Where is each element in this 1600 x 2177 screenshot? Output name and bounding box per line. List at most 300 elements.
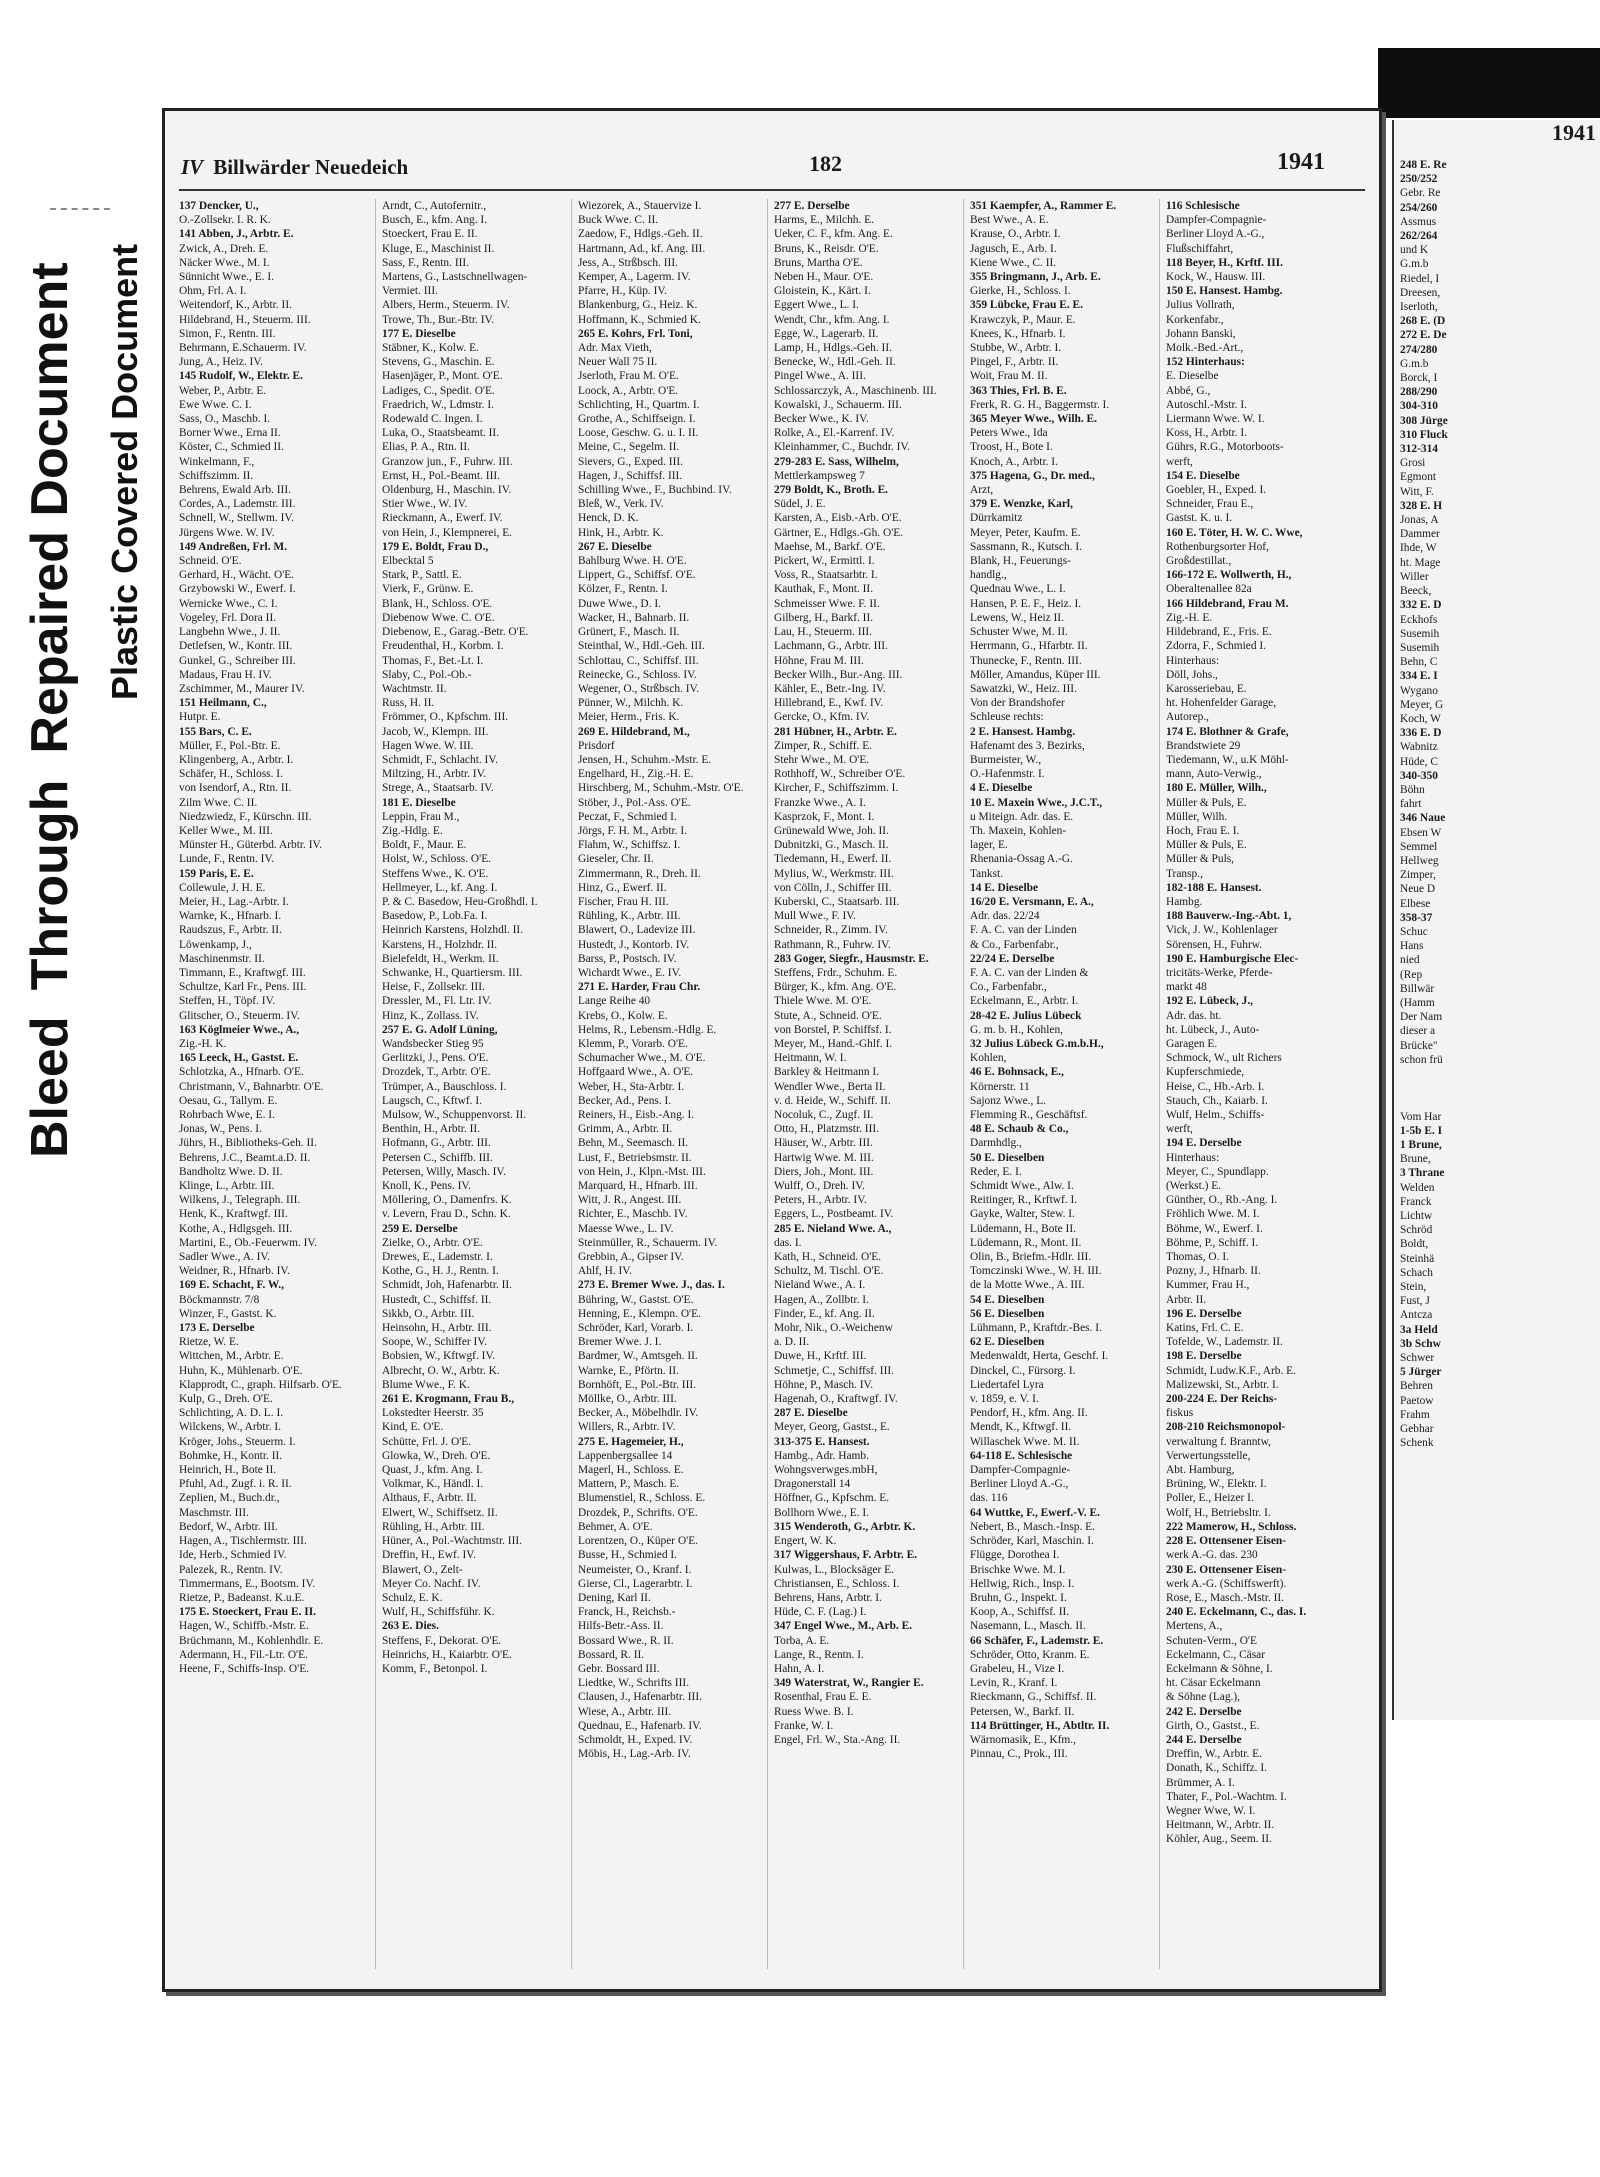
directory-entry: Becker Wilh., Bur.-Ang. III. (774, 668, 903, 681)
neighbor-entry: dieser a (1400, 1025, 1436, 1038)
section-roman: IV (181, 155, 204, 179)
directory-entry: 174 E. Blothner & Grafe, (1166, 725, 1289, 738)
directory-entry: Zaedow, F., Hdlgs.-Geh. II. (578, 228, 703, 241)
directory-entry: Wendt, Chr., kfm. Ang. I. (774, 313, 890, 326)
neighbor-entry: ht. Mage (1400, 556, 1441, 569)
directory-entry: Reitinger, R., Krftwf. I. (970, 1194, 1078, 1207)
directory-entry: Behrmann, E.Schauerm. IV. (179, 342, 307, 355)
directory-entry: Rühling, H., Arbtr. III. (382, 1520, 485, 1533)
directory-entry: Adr. das. 22/24 (970, 910, 1040, 923)
neighbor-entry: 304-310 (1400, 400, 1438, 413)
neighbor-entry: nied (1400, 954, 1420, 967)
directory-entry: Pfarre, H., Küp. IV. (578, 285, 667, 298)
neighbor-entry (1400, 1067, 1600, 1081)
directory-entry: Freudenthal, H., Korbm. I. (382, 640, 504, 653)
directory-entry: 283 Goger, Siegfr., Hausmstr. E. (774, 952, 929, 965)
directory-entry: Darmhdlg., (970, 1137, 1022, 1150)
directory-entry: Lühmann, P., Kraftdr.-Bes. I. (970, 1322, 1102, 1335)
directory-entry: Maschinenmstr. II. (179, 952, 265, 965)
directory-entry: Diebenow Wwe. C. O'E. (382, 611, 495, 624)
directory-entry: Schröder, Karl, Vorarb. I. (578, 1322, 694, 1335)
directory-entry: Petersen, W., Barkf. II. (970, 1705, 1075, 1718)
directory-entry: Jess, A., Strßbsch. III. (578, 256, 678, 269)
neighbor-entry: Schuc (1400, 925, 1428, 938)
directory-entry: Hink, H., Arbtr. K. (578, 526, 664, 539)
section-title (181, 155, 408, 180)
neighbor-entry: Fust, J (1400, 1295, 1430, 1308)
directory-entry: Behrens, Hans, Arbtr. I. (774, 1591, 882, 1604)
directory-entry: Wulff, O., Dreh. IV. (774, 1180, 865, 1193)
directory-entry: de la Motte Wwe., A. III. (970, 1279, 1085, 1292)
directory-entry: 145 Rudolf, W., Elektr. E. (179, 370, 303, 383)
directory-entry: Mattern, P., Masch. E. (578, 1478, 680, 1491)
directory-entry: Heitmann, W., Arbtr. II. (1166, 1819, 1275, 1832)
directory-entry: Schmoldt, H., Exped. IV. (578, 1733, 693, 1746)
directory-entry: Steinmüller, R., Schauerm. IV. (578, 1236, 718, 1249)
directory-entry: Keller Wwe., M. III. (179, 824, 273, 837)
directory-entry: Busch, E., kfm. Ang. I. (382, 214, 488, 227)
directory-entry: Hartmann, Ad., kf. Ang. III. (578, 242, 706, 255)
directory-entry: Vick, J. W., Kohlenlager (1166, 924, 1278, 937)
neighbor-entry: 3 Thrane (1400, 1167, 1445, 1180)
directory-entry: Kröger, Johs., Steuerm. I. (179, 1435, 296, 1448)
directory-entry: Simon, F., Rentn. III. (179, 327, 276, 340)
directory-entry: Elias, P. A., Rtn. II. (382, 441, 470, 454)
directory-entry: Gierke, H., Schloss. I. (970, 285, 1071, 298)
directory-entry: Wärnomasik, E., Kfm., (970, 1733, 1076, 1746)
directory-entry: Pickert, W., Ermittl. I. (774, 555, 875, 568)
directory-entry: Benecke, W., Hdl.-Geh. II. (774, 356, 896, 369)
directory-entry: Prisdorf (578, 739, 615, 752)
neighbor-entry: Koch, W (1400, 712, 1441, 725)
directory-entry: 66 Schäfer, F., Lademstr. E. (970, 1634, 1104, 1647)
directory-entry: Hoch, Frau E. I. (1166, 824, 1240, 837)
neighbor-entry: 328 E. H (1400, 499, 1443, 512)
directory-entry: Barkley & Heitmann I. (774, 1066, 880, 1079)
directory-entry: 155 Bars, C. E. (179, 725, 252, 738)
directory-entry: Schumacher Wwe., M. O'E. (578, 1052, 706, 1065)
neighbor-page-edge (1392, 120, 1600, 1720)
directory-entry: 208-210 Reichsmonopol- (1166, 1421, 1286, 1434)
directory-entry: Oesau, G., Tallym. E. (179, 1094, 278, 1107)
directory-entry: 166 Hildebrand, Frau M. (1166, 597, 1289, 610)
directory-entry: von Borstel, P. Schiffsf. I. (774, 1023, 892, 1036)
directory-entry: Bremer Wwe. J. I. (578, 1336, 662, 1349)
directory-entry: Blankenburg, G., Heiz. K. (578, 299, 698, 312)
directory-entry: Henk, K., Kraftwgf. III. (179, 1208, 288, 1221)
directory-entry: Rosenthal, Frau E. E. (774, 1691, 872, 1704)
directory-entry: Von der Brandshofer (970, 697, 1065, 710)
directory-entry: Loock, A., Arbtr. O'E. (578, 384, 679, 397)
scan-black-bar (1378, 48, 1600, 118)
directory-entry: Henck, D. K. (578, 512, 639, 525)
directory-entry: verwaltung f. Branntw, (1166, 1435, 1271, 1448)
directory-entry: Gührs, R.G., Motorboots- (1166, 441, 1284, 454)
directory-entry: Meyer, Georg, Gastst., E. (774, 1421, 890, 1434)
directory-entry: O.-Zollsekr. I. R. K. (179, 214, 271, 227)
directory-entry: Müller, Wilh. (1166, 810, 1228, 823)
directory-entry: Neuer Wall 75 II. (578, 356, 658, 369)
directory-entry: Lappenbergsallee 14 (578, 1449, 673, 1462)
directory-entry: Böhme, W., Ewerf. I. (1166, 1222, 1263, 1235)
directory-entry: Rothenburgsorter Hof, (1166, 540, 1269, 553)
directory-entry: Woit, Frau M. II. (970, 370, 1048, 383)
directory-entry: Adermann, H., Fil.-Ltr. O'E. (179, 1648, 308, 1661)
directory-entry: Berliner Lloyd A.-G., (1166, 228, 1265, 241)
directory-entry: Schlottau, C., Schiffsf. III. (578, 654, 699, 667)
directory-entry: Stark, P., Sattl. E. (382, 569, 462, 582)
directory-entry: Pingel, F., Arbtr. II. (970, 356, 1059, 369)
directory-entry: Kleinhammer, C., Buchdr. IV. (774, 441, 911, 454)
neighbor-entry: Susemih (1400, 627, 1440, 640)
neighbor-entry: 312-314 (1400, 443, 1438, 456)
neighbor-entry (1400, 1095, 1600, 1109)
directory-entry: Lüdemann, R., Mont. II. (970, 1236, 1082, 1249)
directory-entry: Dubnitzki, G., Masch. II. (774, 839, 889, 852)
directory-entry: Flügge, Dorothea I. (970, 1549, 1060, 1562)
directory-entry: Dreffin, H., Ewf. IV. (382, 1549, 476, 1562)
neighbor-entry: 336 E. D (1400, 727, 1442, 740)
directory-entry: Molk.-Bed.-Art., (1166, 342, 1244, 355)
directory-entry: Holst, W., Schloss. O'E. (382, 853, 492, 866)
neighbor-entry: Schenk (1400, 1437, 1434, 1450)
directory-entry: Dampfer-Compagnie- (1166, 214, 1267, 227)
directory-entry: Grabeleu, H., Vize I. (970, 1662, 1065, 1675)
neighbor-entry: Assmus (1400, 215, 1437, 228)
directory-entry: Warnke, E., Pförtn. II. (578, 1364, 679, 1377)
directory-entry: Julius Vollrath, (1166, 299, 1235, 312)
directory-entry: 163 Köglmeier Wwe., A., (179, 1023, 300, 1036)
directory-entry: 277 E. Derselbe (774, 200, 850, 212)
directory-entry: Steffens, F., Dekorat. O'E. (382, 1634, 502, 1647)
directory-entry: 28-42 E. Julius Lübeck (970, 1009, 1082, 1022)
directory-entry: werk A.-G. das. 230 (1166, 1549, 1258, 1562)
directory-entry: 188 Bauverw.-Ing.-Abt. 1, (1166, 910, 1292, 923)
directory-entry: Zielke, O., Arbtr. O'E. (382, 1236, 483, 1249)
directory-entry: Bruns, K., Reisdr. O'E. (774, 242, 879, 255)
directory-entry: 177 E. Dieselbe (382, 327, 456, 340)
directory-entry: 165 Leeck, H., Gastst. E. (179, 1052, 299, 1065)
directory-entry: F. A. C. van der Linden (970, 924, 1077, 937)
directory-entry: Zeplien, M., Buch.dr., (179, 1492, 280, 1505)
directory-entry: Schmetje, C., Schiffsf. III. (774, 1364, 895, 1377)
directory-entry: Maehse, M., Barkf. O'E. (774, 540, 886, 553)
directory-entry: Nieland Wwe., A. I. (774, 1279, 866, 1292)
directory-entry: 56 E. Dieselben (970, 1307, 1045, 1320)
directory-entry: Tomczinski Wwe., W. H. III. (970, 1265, 1102, 1278)
directory-entry: 265 E. Kohrs, Frl. Toni, (578, 327, 693, 340)
directory-entry: Kupferschmiede, (1166, 1066, 1245, 1079)
neighbor-entry: (Hamm (1400, 996, 1435, 1009)
directory-entry: Koss, H., Arbtr. I. (1166, 427, 1248, 440)
neighbor-entry: Billwär (1400, 982, 1435, 995)
directory-entry: Albers, Herm., Steuerm. IV. (382, 299, 510, 312)
directory-entry: Jung, A., Heiz. IV. (179, 356, 263, 369)
directory-entry: 261 E. Krogmann, Frau B., (382, 1393, 515, 1406)
directory-entry: Garagen E. (1166, 1037, 1218, 1050)
directory-entry: Schuten-Verm., O'E (1166, 1634, 1257, 1647)
directory-entry: Weitendorf, K., Arbtr. II. (179, 299, 292, 312)
directory-entry: Pinnau, C., Prok., III. (970, 1748, 1068, 1761)
neighbor-entry: Willer (1400, 570, 1429, 583)
directory-entry: Blawert, O., Zelt- (382, 1563, 463, 1576)
directory-entry: Stoeckert, Frau E. II. (382, 228, 478, 241)
directory-entry: Nocoluk, C., Zugf. II. (774, 1109, 874, 1121)
directory-entry: Meine, C., Segelm. II. (578, 441, 680, 454)
directory-entry: 118 Beyer, H., Krftf. III. (1166, 256, 1283, 269)
directory-entry: Hellwig, Rich., Insp. I. (970, 1577, 1075, 1590)
directory-entry: Bohmke, H., Kontr. II. (179, 1449, 283, 1462)
neighbor-entry: Witt, F. (1400, 485, 1434, 498)
directory-entry: Langbehn Wwe., J. II. (179, 626, 281, 639)
directory-entry: 269 E. Hildebrand, M., (578, 725, 690, 738)
directory-entry: 242 E. Derselbe (1166, 1705, 1242, 1718)
neighbor-entry: Schach (1400, 1266, 1433, 1279)
directory-entry: Gercke, O., Kfm. IV. (774, 711, 870, 724)
neighbor-entry: Ihde, W (1400, 542, 1437, 555)
directory-entry: Brandstwiete 29 (1166, 739, 1241, 752)
directory-entry: Zig.-H. E. (1166, 611, 1213, 624)
directory-entry: ht. Hohenfelder Garage, (1166, 697, 1277, 710)
directory-entry: Flemming R., Geschäftsf. (970, 1109, 1088, 1121)
neighbor-entry: G.m.b (1400, 258, 1429, 271)
neighbor-entry: Steinhä (1400, 1252, 1435, 1265)
directory-entry: Bandholtz Wwe. D. II. (179, 1165, 283, 1178)
directory-entry: Thiele Wwe. M. O'E. (774, 995, 872, 1008)
directory-entry: 10 E. Maxein Wwe., J.C.T., (970, 796, 1103, 809)
directory-entry: Busse, H., Schmied I. (578, 1549, 678, 1562)
directory-entry: Drozdek, P., Schrifts. O'E. (578, 1506, 698, 1519)
directory-entry: Hagen Wwe. W. III. (382, 739, 474, 752)
directory-entry: 62 E. Dieselben (970, 1336, 1045, 1349)
directory-entry: Günther, O., Rb.-Ang. I. (1166, 1194, 1278, 1207)
directory-entry: Rathmann, R., Fuhrw. IV. (774, 938, 891, 951)
directory-entry: Reinecke, G., Schloss. IV. (578, 668, 697, 681)
directory-entry: Clausen, J., Hafenarbtr. III. (578, 1691, 702, 1704)
directory-entry: Schlichting, A. D. L. I. (179, 1407, 284, 1420)
directory-entry: Co., Farbenfabr., (970, 981, 1047, 994)
directory-entry: Müller, F., Pol.-Btr. E. (179, 739, 281, 752)
neighbor-entry: Franck (1400, 1195, 1432, 1208)
neighbor-entry: Behren (1400, 1380, 1433, 1393)
directory-entry: Lorentzen, O., Küper O'E. (578, 1535, 699, 1548)
directory-entry: Ide, Herb., Schmied IV. (179, 1549, 287, 1562)
directory-entry: Grünewald Wwe, Joh. II. (774, 824, 889, 837)
neighbor-entry: Egmont (1400, 471, 1437, 484)
neighbor-entry: 1-5b E. I (1400, 1124, 1443, 1137)
directory-entry: Quast, J., kfm. Ang. I. (382, 1464, 483, 1477)
directory-entry: 240 E. Eckelmann, C., das. I. (1166, 1606, 1307, 1619)
directory-entry: Häuser, W., Arbtr. III. (774, 1137, 873, 1150)
directory-entry: & Co., Farbenfabr., (970, 938, 1059, 951)
directory-entry: Kulp, G., Dreh. O'E. (179, 1393, 273, 1406)
directory-entry: F. A. C. van der Linden & (970, 966, 1089, 979)
directory-entry: Hambg., Adr. Hamb. (774, 1449, 869, 1462)
directory-entry: Bielefeldt, H., Werkm. II. (382, 952, 499, 965)
directory-entry: Althaus, F., Arbtr. II. (382, 1492, 477, 1505)
directory-entry: Slaby, C., Pol.-Ob.- (382, 668, 472, 681)
directory-entry: Meier, Herm., Fris. K. (578, 711, 680, 724)
directory-entry: Kath, H., Schneid. O'E. (774, 1251, 882, 1264)
neighbor-entry: 272 E. De (1400, 329, 1447, 342)
neighbor-entry: 358-37 (1400, 911, 1433, 924)
directory-entry: Wacker, H., Bahnarb. II. (578, 611, 690, 624)
directory-entry: Buck Wwe. C. II. (578, 214, 659, 227)
directory-entry: Lachmann, G., Arbtr. III. (774, 640, 888, 653)
directory-entry: werk A.-G. (Schiffswerft). (1166, 1577, 1287, 1590)
directory-entry: Granzow jun., F., Fuhrw. III. (382, 455, 513, 468)
directory-entry: Zilm Wwe. C. II. (179, 796, 258, 809)
directory-entry: Diebenow, E., Garag.-Betr. O'E. (382, 626, 529, 639)
directory-entry: Ewe Wwe. C. I. (179, 398, 252, 411)
margin-dashes (50, 208, 110, 214)
directory-entry: Kothe, A., Hdlgsgeh. III. (179, 1222, 293, 1235)
directory-entry: 287 E. Dieselbe (774, 1407, 848, 1420)
directory-entry: Rieckmann, G., Schiffsf. II. (970, 1691, 1097, 1704)
directory-entry: Tofelde, W., Lademstr. II. (1166, 1336, 1283, 1349)
directory-entry: 2 E. Hansest. Hambg. (970, 725, 1076, 738)
directory-entry: Mertens, A., (1166, 1620, 1223, 1633)
directory-entry: 150 E. Hansest. Hambg. (1166, 285, 1283, 298)
directory-entry: Abt. Hamburg, (1166, 1464, 1235, 1477)
directory-entry: Trowe, Th., Bur.-Btr. IV. (382, 313, 495, 326)
directory-entry: Hafenamt des 3. Bezirks, (970, 739, 1085, 752)
neighbor-column (1400, 158, 1600, 1450)
neighbor-entry: Dammer (1400, 528, 1440, 541)
directory-entry: 230 E. Ottensener Eisen- (1166, 1563, 1287, 1576)
directory-entry: 46 E. Bohnsack, E., (970, 1066, 1065, 1079)
directory-entry: Hasenjäger, P., Mont. O'E. (382, 370, 503, 383)
directory-entry: Palezek, R., Rentn. IV. (179, 1563, 283, 1576)
neighbor-entry: Wabnitz (1400, 741, 1438, 754)
directory-column-4 (767, 199, 962, 1969)
directory-entry: Heinrich Karstens, Holzhdl. II. (382, 924, 524, 937)
directory-entry: 169 E. Schacht, F. W., (179, 1279, 284, 1292)
directory-entry: Sawatzki, W., Heiz. III. (970, 682, 1077, 695)
neighbor-entry: Ebsen W (1400, 826, 1442, 839)
neighbor-entry: Eckhofs (1400, 613, 1438, 626)
directory-entry: Meyer Co. Nachf. IV. (382, 1577, 481, 1590)
directory-entry: Schäfer, H., Schloss. I. (179, 768, 283, 781)
directory-entry: fiskus (1166, 1407, 1194, 1420)
directory-entry: Oberaltenallee 82a (1166, 583, 1252, 596)
directory-entry: Timmermans, E., Bootsm. IV. (179, 1577, 316, 1590)
directory-entry: Stauch, Ch., Kaiarb. I. (1166, 1094, 1268, 1107)
directory-entry: 141 Abben, J., Arbtr. E. (179, 228, 294, 241)
directory-entry: 279-283 E. Sass, Wilhelm, (774, 455, 899, 468)
directory-entry: 64 Wuttke, F., Ewerf.-V. E. (970, 1506, 1100, 1519)
directory-entry: Flußschiffahrt, (1166, 242, 1234, 255)
directory-entry: Bollhorn Wwe., E. I. (774, 1506, 870, 1519)
directory-entry: Heise, C., Hb.-Arb. I. (1166, 1080, 1265, 1093)
directory-entry: Klapprodt, C., graph. Hilfsarb. O'E. (179, 1378, 342, 1391)
neighbor-entry: G.m.b (1400, 357, 1429, 370)
directory-entry: Berliner Lloyd A.-G., (970, 1478, 1069, 1491)
neighbor-entry: Behn, C (1400, 656, 1438, 669)
neighbor-entry: Frahm (1400, 1408, 1430, 1421)
directory-entry: Bruns, Martha O'E. (774, 256, 863, 269)
directory-entry: Otto, H., Platzmstr. III. (774, 1123, 880, 1136)
page-header (179, 151, 1365, 187)
directory-entry: Weber, P., Arbtr. E. (179, 384, 267, 397)
directory-entry: 152 Hinterhaus: (1166, 356, 1245, 369)
directory-entry: Rieckmann, A., Ewerf. IV. (382, 512, 503, 525)
directory-entry: Hinterhaus: (1166, 654, 1220, 667)
neighbor-entry: 332 E. D (1400, 599, 1442, 612)
neighbor-entry: Brune, (1400, 1153, 1431, 1166)
directory-entry: Timmann, E., Kraftwgf. III. (179, 966, 306, 979)
directory-entry: von Hein, J., Klempnerei, E. (382, 526, 513, 539)
directory-entry: Wiezorek, A., Stauervize I. (578, 200, 702, 212)
directory-entry: Kulwas, L., Blocksäger E. (774, 1563, 894, 1576)
directory-entry: Eggert Wwe., L. I. (774, 299, 859, 312)
directory-entry: Vogeley, Frl. Dora II. (179, 611, 277, 624)
directory-entry: Sassmann, R., Kutsch. I. (970, 540, 1083, 553)
directory-entry: Boldt, F., Maur. E. (382, 839, 467, 852)
directory-entry: Liedtke, W., Schrifts III. (578, 1677, 690, 1690)
directory-entry: Hinz, G., Ewerf. II. (578, 881, 667, 894)
directory-entry: Ladiges, C., Spedit. O'E. (382, 384, 495, 397)
directory-entry: Böhme, P., Schiff. I. (1166, 1236, 1259, 1249)
directory-entry: v. Levern, Frau D., Schn. K. (382, 1208, 511, 1221)
neighbor-entry: Semmel (1400, 840, 1438, 853)
directory-entry: Petersen, Willy, Masch. IV. (382, 1165, 506, 1178)
directory-entry: Liermann Wwe. W. I. (1166, 413, 1265, 426)
neighbor-entry: Susemih (1400, 641, 1440, 654)
directory-entry: Pfuhl, Ad., Zugf. i. R. II. (179, 1478, 292, 1491)
directory-entry: Hüde, C. F. (Lag.) I. (774, 1606, 867, 1619)
directory-entry: Zimper, R., Schiff. E. (774, 739, 873, 752)
directory-entry: Thunecke, F., Rentn. III. (970, 654, 1082, 667)
neighbor-entry: 288/290 (1400, 386, 1438, 399)
directory-entry: Dening, Karl II. (578, 1591, 651, 1604)
directory-entry: Höhne, P., Masch. IV. (774, 1378, 874, 1391)
directory-entry: Hillebrand, E., Kwf. IV. (774, 697, 884, 710)
directory-entry: 317 Wiggershaus, F. Arbtr. E. (774, 1549, 918, 1562)
directory-entry: 192 E. Lübeck, J., (1166, 995, 1254, 1008)
directory-entry: Trümper, A., Bauschloss. I. (382, 1080, 507, 1093)
neighbor-entry: 268 E. (D (1400, 315, 1446, 328)
directory-entry: Drozdek, T., Arbtr. O'E. (382, 1066, 491, 1079)
directory-entry: Brischke Wwe. M. I. (970, 1563, 1066, 1576)
directory-entry: Gastst. K. u. I. (1166, 512, 1233, 525)
directory-entry: Schiffszimm. II. (179, 469, 254, 482)
directory-entry: Bürger, K., kfm. Ang. O'E. (774, 981, 897, 994)
directory-entry: Wachtmstr. II. (382, 682, 447, 695)
directory-entry: Schlossarczyk, A., Maschinenb. III. (774, 384, 937, 397)
neighbor-entry: Wygano (1400, 684, 1438, 697)
directory-entry: Mohr, Nik., O.-Weichenw (774, 1322, 893, 1335)
directory-entry: Strege, A., Staatsarb. IV. (382, 782, 494, 795)
directory-entry: Herrmann, G., Hfarbtr. II. (970, 640, 1088, 653)
directory-entry: Witt, J. R., Angest. III. (578, 1194, 682, 1207)
neighbor-entry: Borck, I (1400, 372, 1438, 385)
neighbor-entry: fahrt (1400, 798, 1422, 811)
directory-entry: 257 E. G. Adolf Lüning, (382, 1023, 498, 1036)
directory-entry: Adr. Max Vieth, (578, 342, 652, 355)
directory-entry: Madaus, Frau H. IV. (179, 668, 272, 681)
directory-entry: Fröhlich Wwe. M. I. (1166, 1208, 1260, 1221)
directory-entry: Gunkel, G., Schreiber III. (179, 654, 296, 667)
directory-entry: G. m. b. H., Kohlen, (970, 1023, 1064, 1036)
directory-entry: 166-172 E. Wollwerth, H., (1166, 569, 1292, 582)
directory-entry: Brüning, W., Elektr. I. (1166, 1478, 1267, 1491)
directory-entry: Zig.-H. K. (179, 1037, 227, 1050)
neighbor-entry: 310 Fluck (1400, 428, 1448, 441)
directory-entry: O.-Hafenmstr. I. (970, 768, 1045, 781)
directory-entry: Kowalski, J., Schauerm. III. (774, 398, 902, 411)
directory-entry: Heene, F., Schiffs-Insp. O'E. (179, 1662, 310, 1675)
